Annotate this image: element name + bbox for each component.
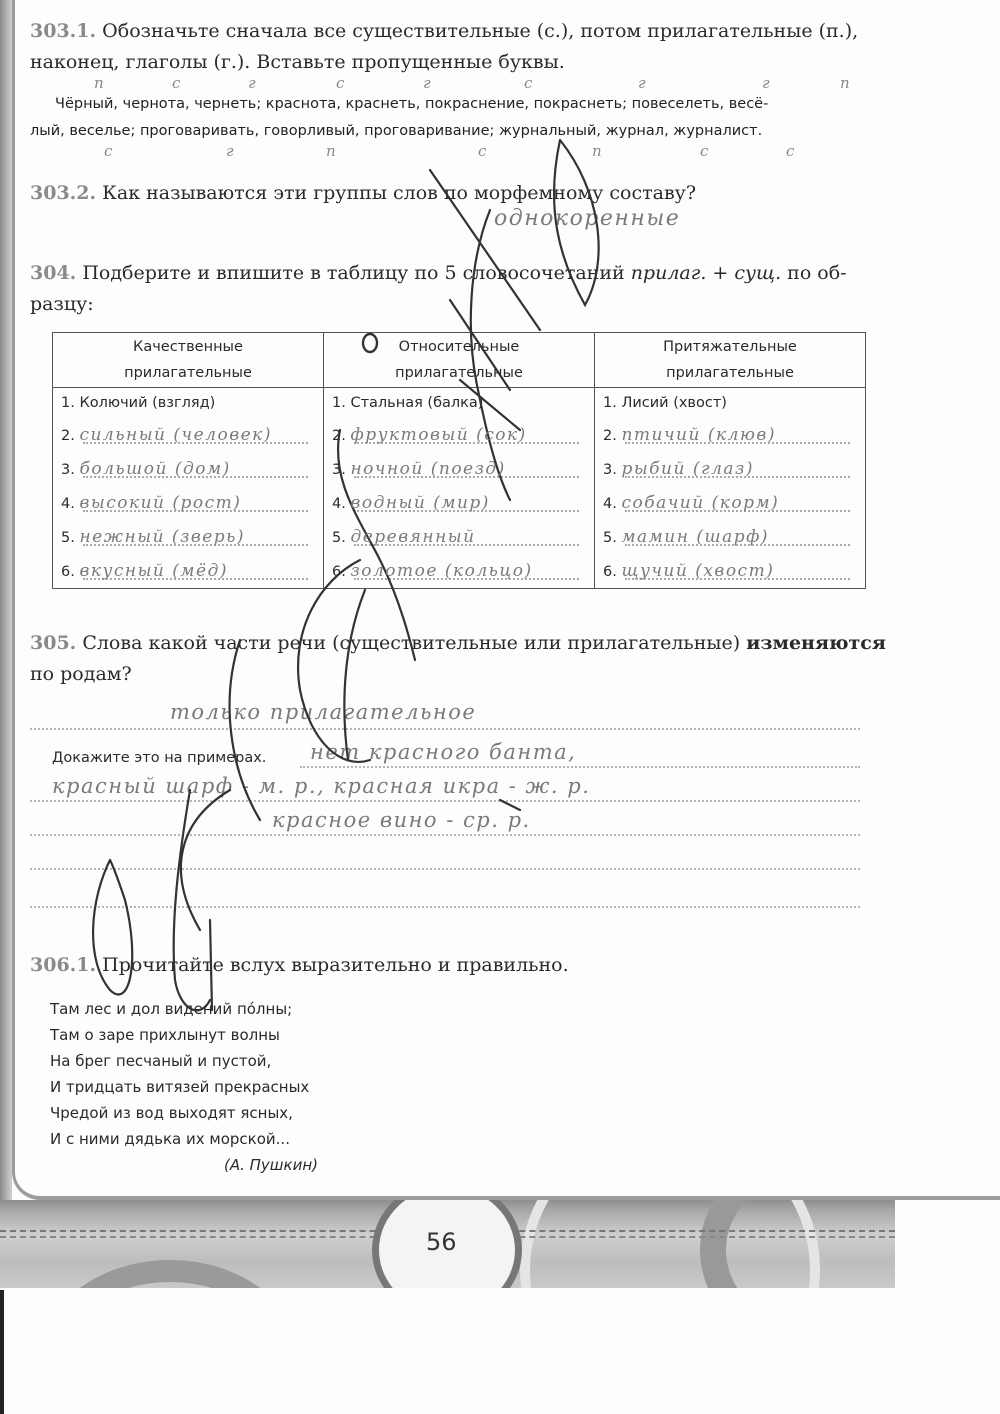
example-row: 1. Стальная (балка) — [332, 395, 484, 411]
answer-line[interactable] — [30, 800, 860, 802]
mark: п — [94, 74, 104, 92]
task-number: 306.1. — [30, 954, 97, 976]
header-line: Относительные — [398, 339, 520, 355]
table-row[interactable] — [61, 554, 315, 588]
adjectives-table — [52, 332, 866, 589]
row-number: 5. — [332, 530, 346, 546]
handwritten-answer: нежный (зверь) — [79, 527, 246, 547]
table-row[interactable] — [332, 486, 586, 520]
row-number: 6. — [332, 564, 346, 580]
task-number: 303.2. — [30, 182, 97, 204]
handwritten-answer: ночной (поезд) — [350, 459, 506, 479]
row-number: 5. — [603, 530, 617, 546]
handwritten-answer: сильный (человек) — [79, 425, 272, 445]
task-instruction: Прочитайте вслух выразительно и правильно. — [102, 954, 569, 976]
row-number: 6. — [61, 564, 75, 580]
plus-sign: + — [706, 262, 735, 284]
poem-line: Чредой из вод выходят ясных, — [50, 1104, 293, 1122]
table-row[interactable] — [332, 520, 586, 554]
column-relative — [324, 388, 595, 589]
table-row[interactable] — [61, 520, 315, 554]
scan-edge — [0, 1290, 4, 1414]
header-line: прилагательные — [124, 365, 252, 381]
table-row[interactable] — [603, 520, 857, 554]
table-row[interactable] — [332, 418, 586, 452]
header-line: Притяжательные — [663, 339, 797, 355]
handwritten-example: красное вино - ср. р. — [272, 808, 531, 832]
page-binding-edge — [0, 0, 12, 1200]
mark: г — [226, 142, 234, 160]
header-line: прилагательные — [666, 365, 794, 381]
table-row[interactable] — [603, 554, 857, 588]
column-header-possessive — [595, 333, 866, 388]
row-number: 4. — [61, 496, 75, 512]
page-number: 56 — [426, 1228, 457, 1256]
handwritten-answer: рыбий (глаз) — [621, 459, 754, 479]
handwritten-example: красный шарф - м. р., красная икра - ж. р. — [52, 774, 591, 798]
mark: п — [840, 74, 850, 92]
column-header-relative — [324, 333, 595, 388]
table-row[interactable] — [603, 486, 857, 520]
example-row: 1. Колючий (взгляд) — [61, 395, 216, 411]
table-row[interactable] — [61, 418, 315, 452]
task-303-1-heading — [30, 16, 858, 78]
row-number: 4. — [603, 496, 617, 512]
table-row[interactable] — [603, 452, 857, 486]
task-instruction-cont: наконец, глаголы (г.). Вставьте пропущенные буквы. — [30, 51, 565, 73]
handwritten-answer: деревянный — [350, 527, 476, 547]
handwritten-example: нет красного банта, — [310, 740, 577, 764]
handwritten-answer: большой (дом) — [79, 459, 231, 479]
words-line-2: лый, веселье; проговаривать, говорливый, проговаривание; журнальный, журнал, журналист. — [30, 123, 763, 139]
mark: с — [478, 142, 487, 160]
mark: г — [638, 74, 646, 92]
mark: с — [524, 74, 533, 92]
task-306-1-heading — [30, 950, 569, 981]
table-row[interactable] — [61, 452, 315, 486]
answer-line[interactable] — [300, 766, 860, 768]
handwritten-answer: птичий (клюв) — [621, 425, 776, 445]
row-number: 5. — [61, 530, 75, 546]
handwritten-answer: щучий (хвост) — [621, 561, 775, 581]
handwritten-answer: водный (мир) — [350, 493, 490, 513]
column-possessive — [595, 388, 866, 589]
row-number: 3. — [332, 462, 346, 478]
mark: п — [592, 142, 602, 160]
column-header-qualitative — [53, 333, 324, 388]
bold-term: изменяются — [746, 632, 886, 654]
answer-line[interactable] — [30, 728, 860, 730]
handwritten-answer: высокий (рост) — [79, 493, 242, 513]
table-row[interactable] — [603, 418, 857, 452]
task-instruction-cont: по об- — [781, 262, 847, 284]
row-number: 4. — [332, 496, 346, 512]
mark: с — [104, 142, 113, 160]
marks-above-row — [0, 74, 1000, 94]
row-number: 2. — [61, 428, 75, 444]
handwritten-answer: только прилагательное — [170, 700, 477, 724]
answer-line[interactable] — [30, 868, 860, 870]
task-number: 303.1. — [30, 20, 97, 42]
table-row[interactable] — [332, 554, 586, 588]
words-line-1: Чёрный, чернота, чернеть; краснота, краснеть, покраснение, покраснеть; повеселеть, весё- — [55, 96, 769, 112]
task-question: Как называются эти группы слов по морфемному составу? — [102, 182, 697, 204]
handwritten-answer: однокоренные — [494, 206, 681, 231]
mark: г — [762, 74, 770, 92]
task-instruction: Подберите и впишите в таблицу по 5 словосочетаний — [82, 262, 631, 284]
poem — [50, 996, 309, 1152]
example-row: 1. Лисий (хвост) — [603, 395, 727, 411]
poem-line: На брег песчаный и пустой, — [50, 1052, 272, 1070]
poem-line: Там о заре прихлынут волны — [50, 1026, 280, 1044]
answer-line[interactable] — [30, 906, 860, 908]
marks-below-row — [0, 142, 1000, 162]
task-303-2-heading — [30, 178, 696, 209]
task-number: 305. — [30, 632, 77, 654]
table-header-row — [53, 333, 866, 388]
row-number: 3. — [603, 462, 617, 478]
row-number: 2. — [603, 428, 617, 444]
handwritten-answer: мамин (шарф) — [621, 527, 770, 547]
task-304-heading — [30, 258, 847, 320]
italic-term: сущ. — [734, 262, 782, 284]
poem-line: Там лес и дол видений по́лны; — [50, 1000, 293, 1018]
prove-label: Докажите это на примерах. — [52, 750, 267, 766]
header-line: прилагательные — [395, 365, 523, 381]
answer-line[interactable] — [30, 834, 860, 836]
table-row[interactable] — [61, 486, 315, 520]
handwritten-answer: собачий (корм) — [621, 493, 780, 513]
handwritten-answer: вкусный (мёд) — [79, 561, 228, 581]
mark: г — [423, 74, 431, 92]
mark: с — [786, 142, 795, 160]
row-number: 2. — [332, 428, 346, 444]
task-305-heading — [30, 628, 886, 690]
task-question-cont: по родам? — [30, 663, 132, 685]
handwritten-answer: золотое (кольцо) — [350, 561, 533, 581]
poem-line: И тридцать витязей прекрасных — [50, 1078, 310, 1096]
row-number: 6. — [603, 564, 617, 580]
mark: г — [248, 74, 256, 92]
mark: с — [336, 74, 345, 92]
table-body-row — [53, 388, 866, 589]
column-qualitative — [53, 388, 324, 589]
task-question: Слова какой части речи (существительные или прилагательные) — [82, 632, 747, 654]
table-row[interactable] — [332, 452, 586, 486]
header-line: Качественные — [133, 339, 243, 355]
handwritten-answer: фруктовый (сок) — [350, 425, 527, 445]
poem-line: И с ними дядька их морской... — [50, 1130, 290, 1148]
mark: с — [172, 74, 181, 92]
poem-author: (А. Пушкин) — [224, 1156, 318, 1174]
mark: п — [326, 142, 336, 160]
italic-term: прилаг. — [630, 262, 707, 284]
task-instruction: Обозначьте сначала все существительные (с.), потом прилагательные (п.), — [102, 20, 859, 42]
task-instruction-cont: разцу: — [30, 293, 94, 315]
row-number: 3. — [61, 462, 75, 478]
task-number: 304. — [30, 262, 77, 284]
mark: с — [700, 142, 709, 160]
